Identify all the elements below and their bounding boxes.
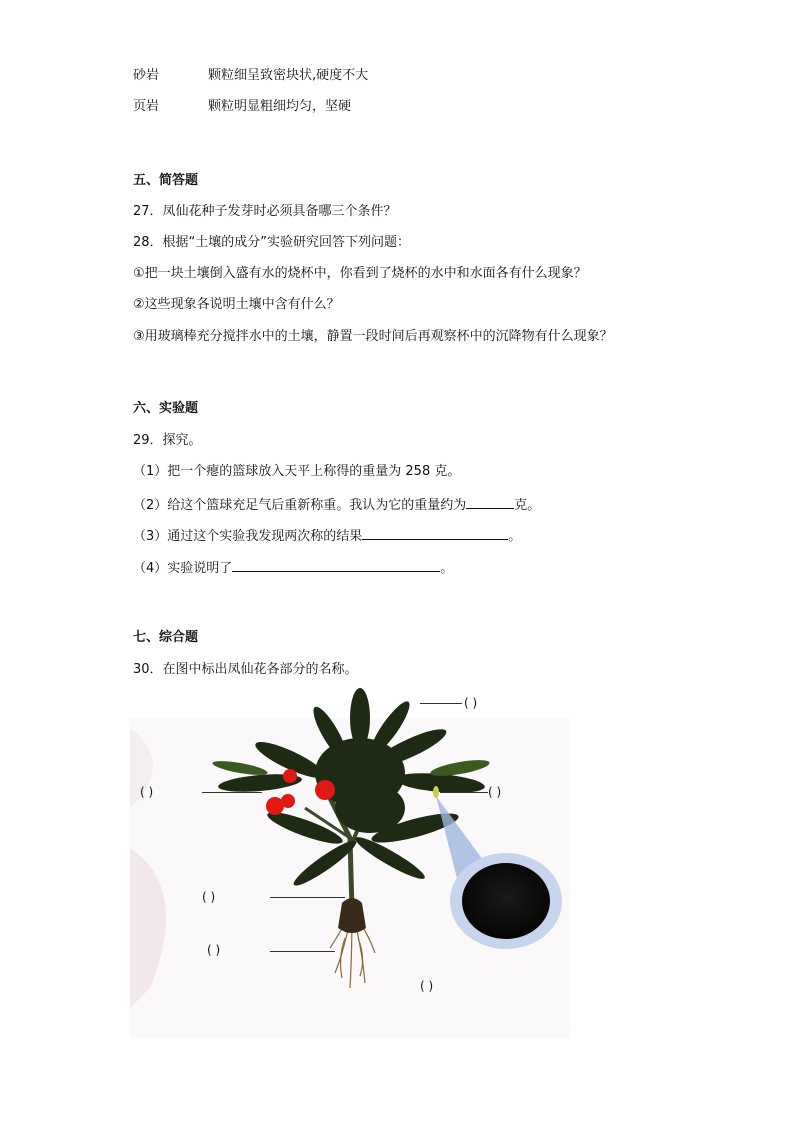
weight-answer-blank[interactable] <box>466 494 514 509</box>
question-28-part-3: ③用玻璃棒充分搅拌水中的土壤，静置一段时间后再观察杯中的沉降物有什么现象？ <box>133 329 613 344</box>
section-heading-comprehensive: 七、综合题 <box>133 630 199 645</box>
question-28-part-2: ②这些现象各说明土壤中含有什么？ <box>133 297 340 312</box>
label-blank-stem[interactable]: ( ) <box>202 890 216 904</box>
leader-line-right-fruit <box>440 792 488 793</box>
label-blank-flower[interactable]: ( ) <box>140 785 154 799</box>
leader-line-stem <box>270 897 345 898</box>
label-blank-leaf[interactable]: ( ) <box>464 696 478 710</box>
label-blank-root[interactable]: ( ) <box>207 943 221 957</box>
rock-desc-sandstone: 颗粒细呈致密块状,硬度不大 <box>208 68 369 83</box>
question-30: 30．在图中标出凤仙花各部分的名称。 <box>133 662 358 677</box>
question-29-step-3 <box>133 525 521 546</box>
question-27: 27．凤仙花种子发芽时必须具备哪三个条件？ <box>133 204 397 219</box>
leader-line-top <box>420 703 462 704</box>
leader-line-root <box>270 951 335 952</box>
section-heading-short-answer: 五、简答题 <box>133 173 199 188</box>
question-28-part-1: ①把一块土壤倒入盛有水的烧杯中，你看到了烧杯的水中和水面各有什么现象？ <box>133 266 587 281</box>
label-blank-seed[interactable]: ( ) <box>420 979 434 993</box>
step-4-text: （4）实验说明了 <box>133 561 233 576</box>
conclusion-answer-blank[interactable] <box>232 557 440 572</box>
question-29-step-2 <box>133 494 540 515</box>
rock-desc-shale: 颗粒明显粗细均匀，坚硬 <box>208 99 352 114</box>
label-blank-fruit[interactable]: ( ) <box>488 785 502 799</box>
result-answer-blank[interactable] <box>362 525 508 540</box>
rock-name-sandstone: 砂岩 <box>133 68 160 83</box>
plant-illustration <box>130 688 570 1038</box>
section-heading-experiment: 六、实验题 <box>133 401 199 416</box>
step-4-end: 。 <box>440 561 454 576</box>
step-3-text: （3）通过这个实验我发现两次称的结果 <box>133 529 363 544</box>
question-29-step-4 <box>133 557 453 578</box>
impatiens-plant-figure <box>130 688 570 1038</box>
question-29: 29．探究。 <box>133 433 202 448</box>
step-2-unit: 克。 <box>514 498 541 513</box>
leader-line-left-flower <box>202 792 262 793</box>
question-29-step-1: （1）把一个瘪的篮球放入天平上称得的重量为 258 克。 <box>133 464 461 479</box>
step-3-end: 。 <box>508 529 522 544</box>
step-2-text: （2）给这个篮球充足气后重新称重。我认为它的重量约为 <box>133 498 467 513</box>
question-28: 28．根据“土壤的成分”实验研究回答下列问题： <box>133 235 411 250</box>
rock-name-shale: 页岩 <box>133 99 160 114</box>
